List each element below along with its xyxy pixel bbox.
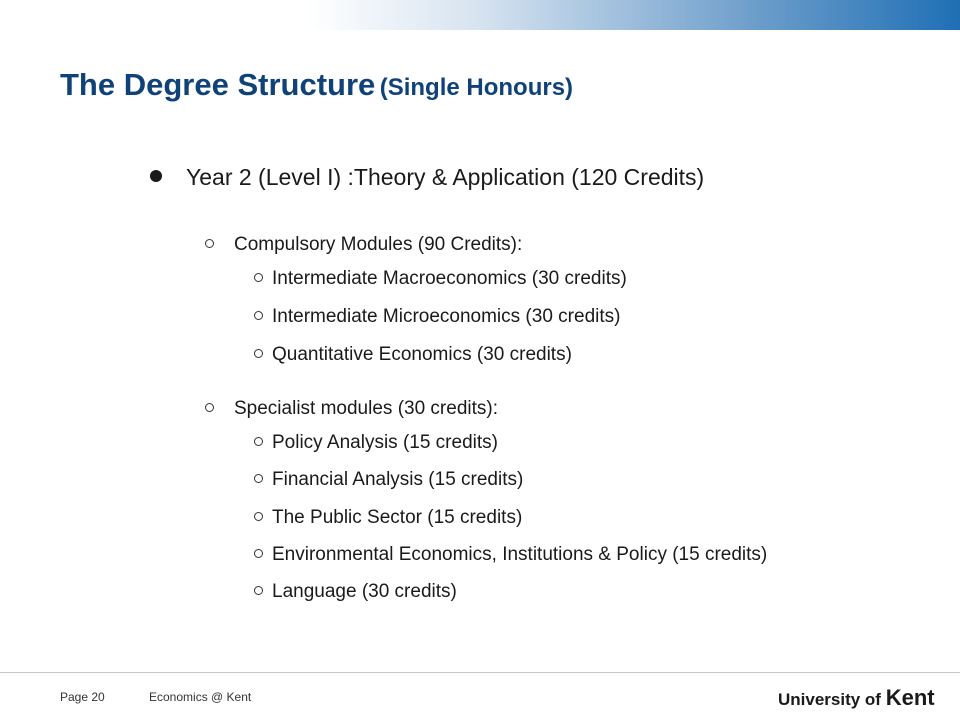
section-heading-text: Specialist modules (30 credits): [234, 398, 498, 419]
logo-text-kent: Kent [885, 685, 935, 710]
circle-bullet-icon [254, 474, 263, 483]
circle-bullet-icon [254, 437, 263, 446]
page-number: Page 20 [60, 690, 105, 704]
circle-bullet-icon [254, 586, 263, 595]
university-logo [778, 685, 935, 711]
circle-bullet-icon [254, 349, 263, 358]
circle-bullet-icon [205, 239, 214, 248]
circle-bullet-icon [254, 512, 263, 521]
list-item-text: Intermediate Macroeconomics (30 credits) [272, 268, 627, 289]
section-heading-text: Compulsory Modules (90 Credits): [234, 234, 523, 255]
circle-bullet-icon [205, 403, 214, 412]
title-main: The Degree Structure [60, 67, 376, 102]
list-item-text: Financial Analysis (15 credits) [272, 469, 524, 490]
list-item-text: The Public Sector (15 credits) [272, 507, 523, 528]
list-item-text: Environmental Economics, Institutions & Policy (15 credits) [272, 544, 768, 565]
filled-bullet-icon [150, 170, 162, 182]
list-item-text: Quantitative Economics (30 credits) [272, 344, 572, 365]
list-item-text: Intermediate Microeconomics (30 credits) [272, 306, 621, 327]
slide-footer [0, 672, 960, 721]
circle-bullet-icon [254, 549, 263, 558]
list-item-text: Language (30 credits) [272, 581, 457, 602]
title-subtitle: (Single Honours) [379, 74, 574, 101]
level1-text: Year 2 (Level I) :Theory & Application (120 Credits) [186, 164, 705, 190]
header-gradient-band [0, 0, 960, 30]
circle-bullet-icon [254, 273, 263, 282]
list-item-text: Policy Analysis (15 credits) [272, 432, 498, 453]
footer-label: Economics @ Kent [149, 690, 252, 704]
logo-text-university: University of [778, 690, 886, 709]
slide-title [60, 67, 573, 103]
circle-bullet-icon [254, 311, 263, 320]
